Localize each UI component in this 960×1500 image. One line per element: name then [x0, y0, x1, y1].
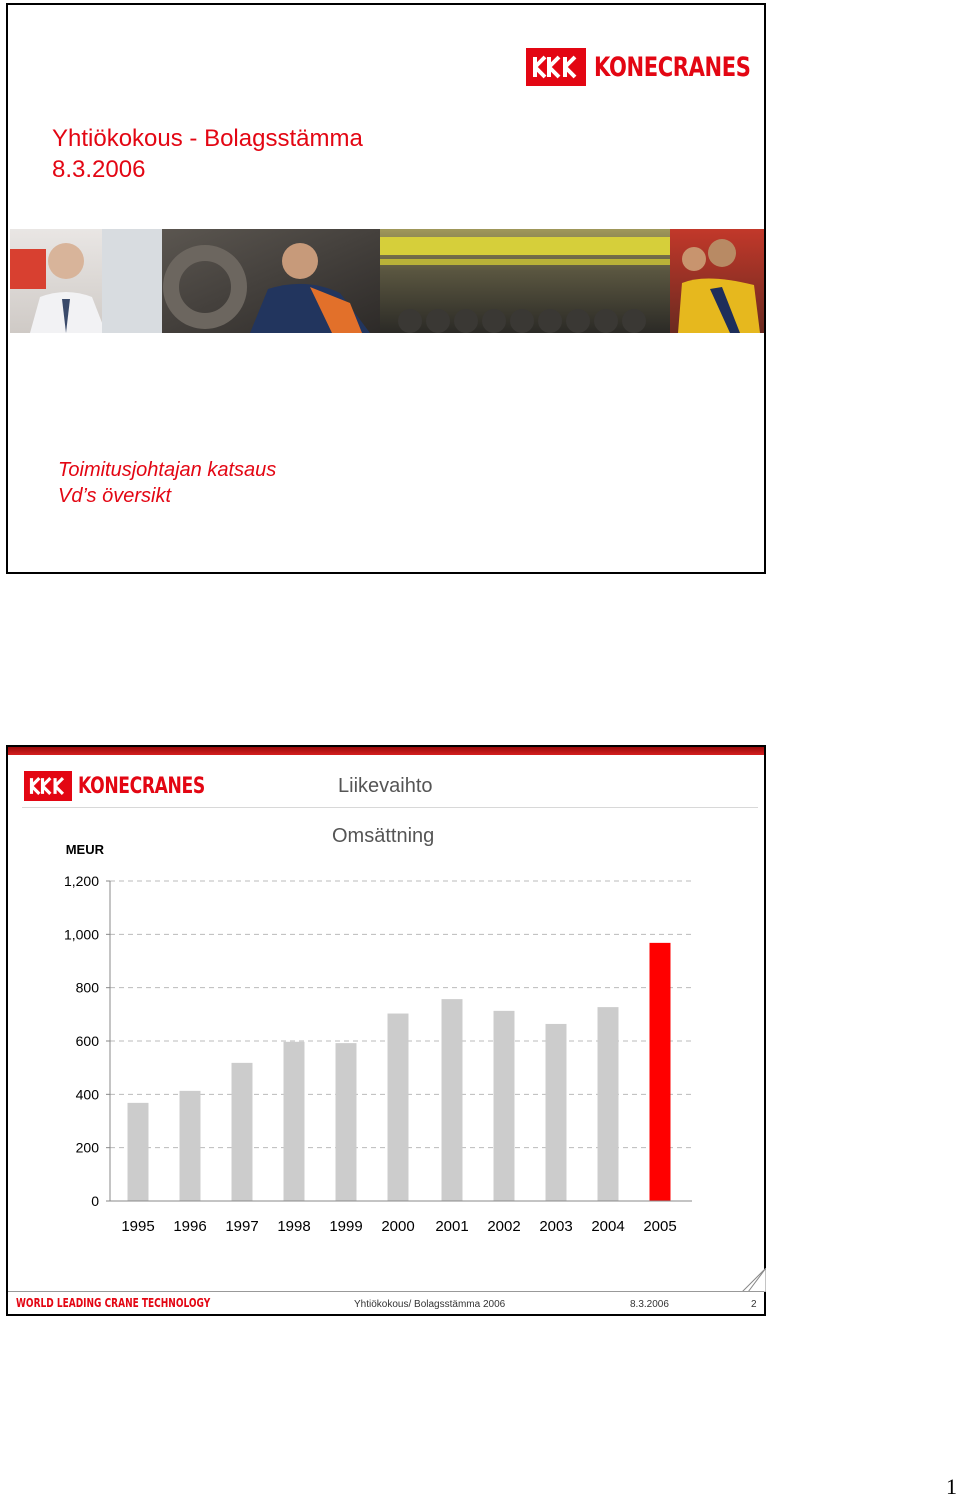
revenue-bar-chart — [8, 827, 764, 1247]
footer-tagline: WORLD LEADING CRANE TECHNOLOGY — [16, 1296, 211, 1310]
bar-2000 — [388, 1014, 409, 1201]
y-tick-label: 400 — [75, 1086, 99, 1103]
footer-date: 8.3.2006 — [630, 1299, 669, 1310]
bar-1998 — [284, 1042, 305, 1201]
x-tick-label: 2001 — [435, 1218, 469, 1235]
slide-1 — [6, 3, 766, 574]
bar-2001 — [442, 999, 463, 1201]
x-tick-label: 2000 — [381, 1218, 415, 1235]
header-photo-strip — [10, 229, 764, 333]
footer-event: Yhtiökokous/ Bolagsstämma 2006 — [354, 1299, 506, 1310]
x-tick-label: 1997 — [225, 1218, 259, 1235]
page-number: 1 — [946, 1474, 957, 1499]
slide-title: Liikevaihto — [338, 775, 433, 797]
header-divider — [22, 807, 758, 808]
y-axis-label: MEUR — [65, 842, 104, 857]
y-tick-label: 1,000 — [63, 926, 99, 943]
x-tick-label: 1995 — [121, 1218, 155, 1235]
footer — [8, 1291, 764, 1314]
x-tick-label: 1996 — [173, 1218, 207, 1235]
bar-1995 — [128, 1103, 149, 1201]
konecranes-emblem-icon — [24, 771, 72, 801]
bar-2004 — [598, 1007, 619, 1201]
top-bar — [8, 747, 764, 755]
footer-page-number: 2 — [751, 1299, 757, 1310]
konecranes-logo — [24, 771, 241, 801]
x-tick-label: 2004 — [591, 1218, 625, 1235]
x-axis-ticks — [121, 1218, 676, 1235]
slide-2 — [6, 745, 766, 1316]
bar-2003 — [546, 1024, 567, 1201]
logo-wordmark: KONECRANES — [78, 773, 205, 799]
y-tick-label: 0 — [91, 1193, 99, 1209]
x-tick-label: 2005 — [643, 1218, 677, 1235]
slide-subtitle: Omsättning — [332, 825, 435, 847]
bar-2002 — [494, 1011, 515, 1201]
konecranes-emblem-icon — [526, 48, 586, 86]
bar-series — [128, 943, 671, 1201]
x-tick-label: 1998 — [277, 1218, 311, 1235]
bar-2005 — [650, 943, 671, 1201]
y-tick-label: 800 — [75, 979, 99, 996]
konecranes-logo — [526, 48, 795, 86]
x-tick-label: 2002 — [487, 1218, 521, 1235]
y-tick-label: 200 — [75, 1139, 99, 1156]
y-tick-label: 600 — [75, 1033, 99, 1049]
slide-subtitle: Toimitusjohtajan katsaus Vd’s översikt — [58, 459, 277, 507]
slide-title: Yhtiökokous - Bolagsstämma 8.3.2006 — [52, 125, 363, 183]
logo-wordmark: KONECRANES — [594, 51, 751, 83]
page-curl-icon — [742, 1268, 766, 1292]
x-tick-label: 1999 — [329, 1218, 363, 1235]
x-tick-label: 2003 — [539, 1218, 573, 1235]
bar-1997 — [232, 1063, 253, 1201]
y-axis-ticks — [64, 873, 110, 1209]
bar-1996 — [180, 1091, 201, 1201]
y-tick-label: 1,200 — [63, 873, 99, 889]
bar-1999 — [336, 1043, 357, 1201]
